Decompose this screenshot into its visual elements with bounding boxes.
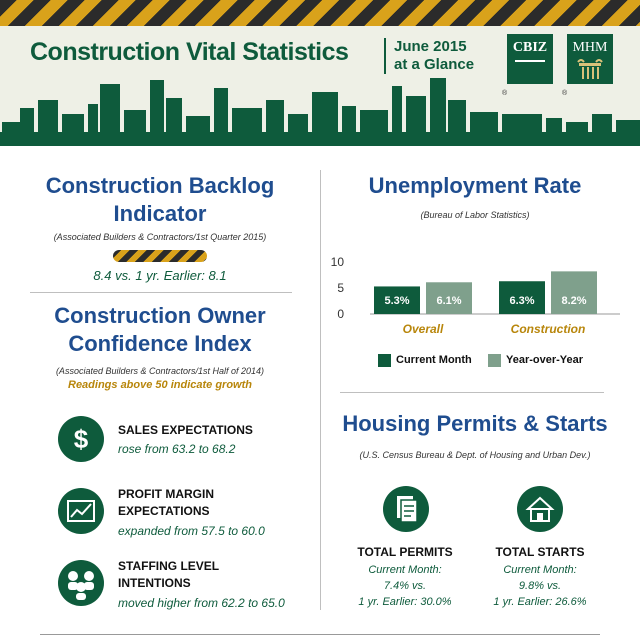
- permits-title: TOTAL PERMITS: [357, 545, 453, 559]
- backlog-title: [20, 172, 300, 228]
- legend-current-month: Current Month: [396, 354, 472, 366]
- backlog-value: 8.4 vs. 1 yr. Earlier: 8.1: [93, 268, 227, 283]
- bar-value-label: 5.3%: [384, 295, 410, 307]
- date-line-1: June 2015: [394, 38, 467, 55]
- unemployment-source: (Bureau of Labor Statistics): [420, 210, 530, 220]
- backlog-title-line2: Indicator: [113, 201, 207, 226]
- staffing-title-line1: STAFFING LEVEL: [118, 559, 220, 573]
- y-tick-label: 10: [330, 255, 344, 269]
- chart-line-icon: [58, 488, 104, 534]
- registered-mark-2: ®: [562, 90, 568, 97]
- backlog-source: (Associated Builders & Contractors/1st Quarter 2015): [53, 232, 267, 242]
- right-section-divider: [340, 392, 604, 393]
- house-icon: [517, 486, 563, 532]
- profit-title-line1: PROFIT MARGIN: [118, 487, 214, 501]
- profit-desc: expanded from 57.5 to 60.0: [118, 524, 265, 538]
- legend-swatch-current: [378, 354, 391, 367]
- mhm-logo-text: MHM: [572, 40, 608, 55]
- hazard-pill: [113, 250, 207, 262]
- y-tick-label: 0: [337, 307, 344, 321]
- starts-line2: 9.8% vs.: [518, 580, 562, 592]
- legend-year-over-year: Year-over-Year: [506, 354, 584, 366]
- confidence-source: (Associated Builders & Contractors/1st Half of 2014): [55, 366, 265, 376]
- permits-line1: Current Month:: [368, 564, 442, 576]
- backlog-title-line1: Construction Backlog: [45, 173, 275, 198]
- starts-title: TOTAL STARTS: [495, 545, 585, 559]
- left-section-divider: [30, 292, 292, 293]
- x-category-label: Construction: [510, 322, 586, 336]
- bar-value-label: 6.1%: [436, 295, 462, 307]
- staffing-title-line2: INTENTIONS: [118, 576, 191, 590]
- page-title: Construction Vital Statistics: [30, 38, 349, 66]
- bar-value-label: 6.3%: [509, 295, 535, 307]
- bar-construction-1: [551, 271, 597, 314]
- workers-icon: [58, 560, 104, 606]
- housing-title: Housing Permits & Starts: [342, 411, 608, 436]
- sales-desc: rose from 63.2 to 68.2: [118, 442, 236, 456]
- permits-line2: 7.4% vs.: [383, 580, 427, 592]
- dollar-icon: [58, 416, 104, 462]
- legend-swatch-yoy: [488, 354, 501, 367]
- hazard-stripe-banner: [0, 0, 640, 26]
- profit-title-line2: EXPECTATIONS: [118, 504, 210, 518]
- date-line-2: at a Glance: [394, 56, 475, 73]
- confidence-title: [20, 302, 300, 358]
- unemployment-title: Unemployment Rate: [368, 173, 582, 198]
- sales-title: SALES EXPECTATIONS: [118, 423, 253, 437]
- confidence-title-line2: Confidence Index: [68, 331, 252, 356]
- x-category-label: Overall: [402, 322, 444, 336]
- documents-icon: [383, 486, 429, 532]
- starts-line3: 1 yr. Earlier: 26.6%: [493, 596, 587, 608]
- unemployment-chart: [330, 250, 630, 350]
- staffing-title: [118, 558, 219, 592]
- bar-value-label: 8.2%: [561, 295, 587, 307]
- y-tick-label: 5: [337, 281, 344, 295]
- starts-line1: Current Month:: [503, 564, 577, 576]
- logo-underline: [515, 60, 545, 62]
- bottom-rule: [40, 634, 600, 635]
- confidence-title-line1: Construction Owner: [54, 303, 266, 328]
- city-skyline: [0, 70, 640, 146]
- svg-text:$: $: [73, 424, 89, 454]
- title-divider: [384, 38, 386, 74]
- column-divider: [320, 170, 321, 610]
- staffing-desc: moved higher from 62.2 to 65.0: [118, 596, 285, 610]
- housing-source: (U.S. Census Bureau & Dept. of Housing and Urban Dev.): [359, 450, 591, 460]
- permits-line3: 1 yr. Earlier: 30.0%: [358, 596, 452, 608]
- profit-title: [118, 486, 214, 520]
- registered-mark: ®: [502, 90, 508, 97]
- cbiz-logo-text: CBIZ: [512, 40, 548, 55]
- confidence-note: Readings above 50 indicate growth: [68, 379, 252, 391]
